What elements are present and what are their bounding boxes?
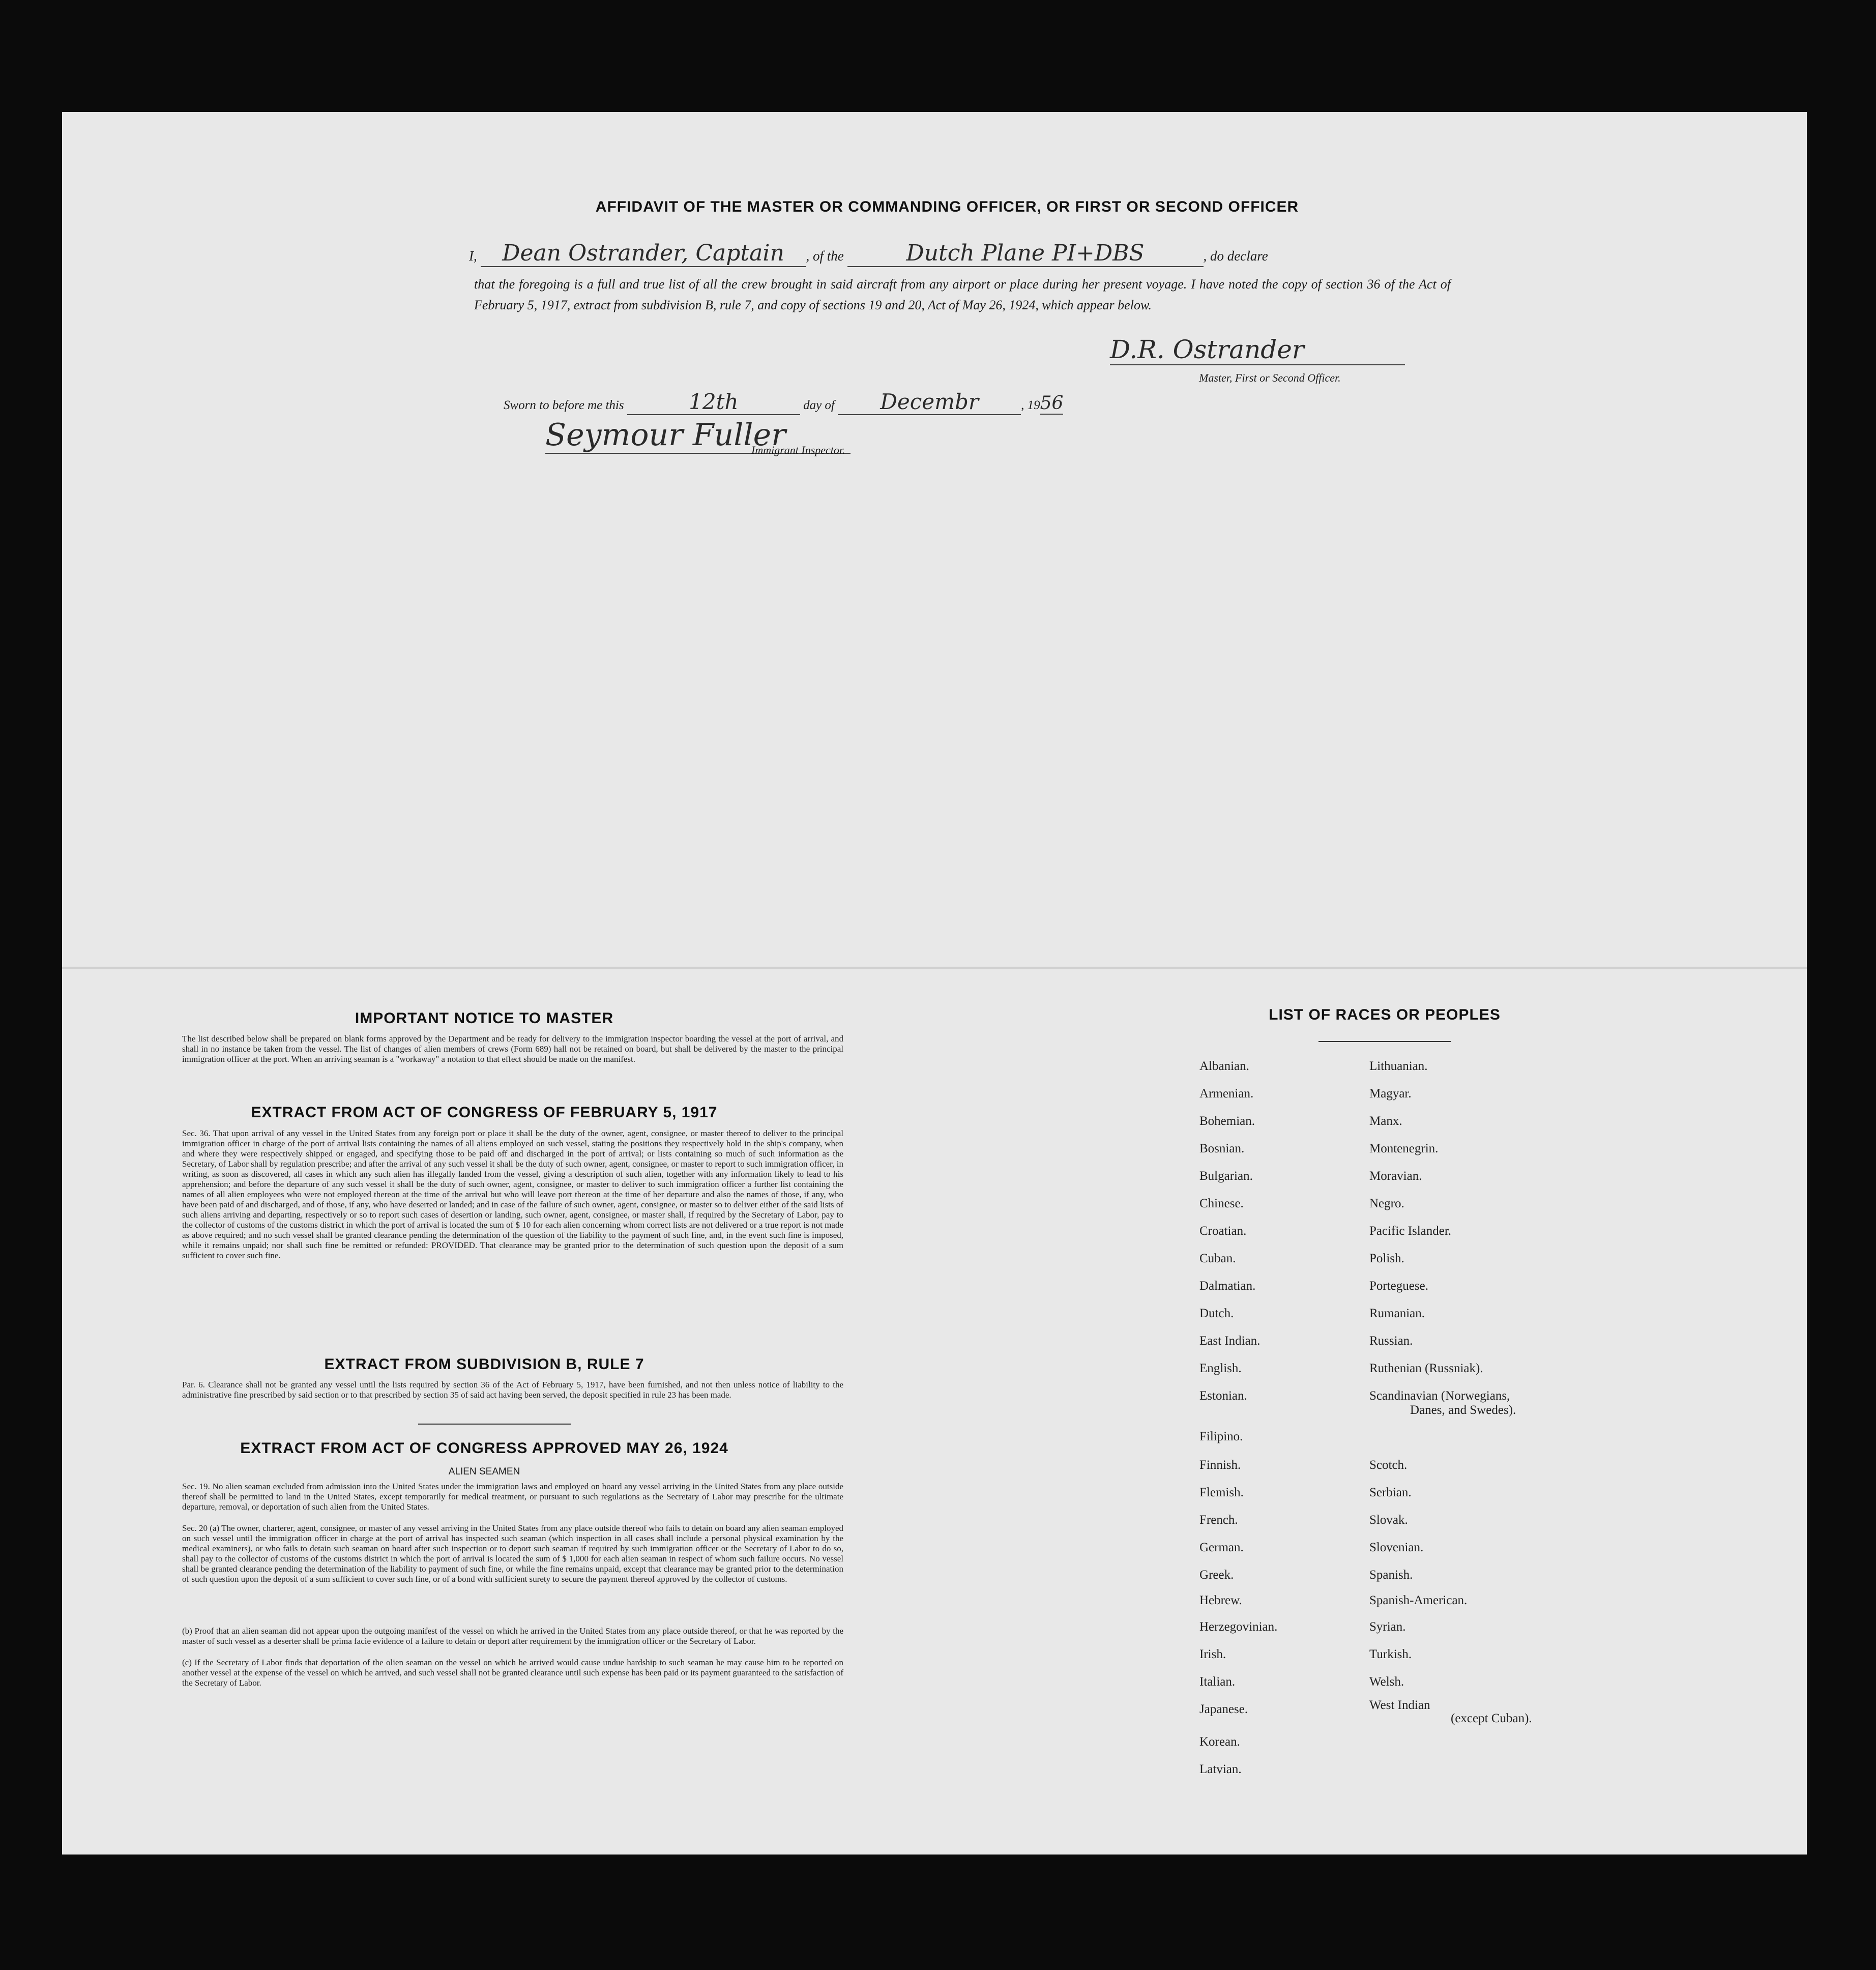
race-left-item-11: English.: [1199, 1361, 1242, 1375]
race-left-item-6: Croatian.: [1199, 1224, 1247, 1238]
race-left-item-5: Chinese.: [1199, 1197, 1244, 1210]
race-left-item-17: German.: [1199, 1541, 1244, 1554]
race-left-item-22: Italian.: [1199, 1675, 1236, 1689]
race-right-item-1: Magyar.: [1369, 1087, 1412, 1100]
race-right-item-7: Polish.: [1369, 1252, 1404, 1265]
races-title-underline: [1318, 1041, 1451, 1042]
race-right-item-9: Rumanian.: [1369, 1307, 1425, 1320]
races-title: LIST OF RACES OR PEOPLES: [1269, 1006, 1501, 1023]
race-left-item-7: Cuban.: [1199, 1252, 1236, 1265]
race-right-item-12: Scandinavian (Norwegians,: [1369, 1389, 1510, 1403]
race-right-item-19: Spanish-American.: [1369, 1594, 1468, 1607]
extract-1924-p1: Sec. 19. No alien seaman excluded from admission into the United States under the immigration laws and employed on board any vessel arriving in the United States from any place outside thereof shall be permitted to land in the United States, except temporarily for medical treatment, or pursuant to such regulations as the Secretary of Labor may prescribe for the ultimate departure, removal, or deportation of such alien from the United States.: [182, 1482, 843, 1512]
race-right-item-22: Welsh.: [1369, 1675, 1404, 1689]
race-right-item-16: Slovak.: [1369, 1513, 1408, 1527]
vessel-name-handwritten: Dutch Plane PI+DBS: [847, 240, 1204, 267]
race-left-item-19: Hebrew.: [1199, 1594, 1242, 1607]
master-signature: D.R. Ostrander: [1110, 335, 1405, 365]
sworn-prefix: Sworn to before me this: [504, 398, 624, 412]
race-right-item-18: Spanish.: [1369, 1568, 1413, 1582]
race-right-item-24: (except Cuban).: [1451, 1712, 1532, 1725]
affidavit-body: that the foregoing is a full and true list of all the crew brought in said aircraft from any airport or place during her present voyage. I have noted the copy of section 36 of the Act of February 5, 1917, extract from subdivision B, rule 7, and copy of sections 19 and 20, Act of May 26, 1924, which appear below.: [474, 277, 1451, 312]
race-right-item-17: Slovenian.: [1369, 1541, 1424, 1554]
race-left-item-23: Japanese.: [1199, 1702, 1248, 1716]
race-right-item-10: Russian.: [1369, 1334, 1413, 1348]
race-right-item-14: Scotch.: [1369, 1458, 1408, 1472]
race-left-item-9: Dutch.: [1199, 1307, 1234, 1320]
race-left-item-4: Bulgarian.: [1199, 1169, 1253, 1183]
inspector-label: Immigrant Inspector.: [751, 444, 845, 456]
fold-line: [62, 967, 1807, 969]
rule7-divider: [418, 1424, 571, 1425]
notice-title: IMPORTANT NOTICE TO MASTER: [355, 1010, 614, 1027]
race-right-item-15: Serbian.: [1369, 1486, 1412, 1499]
race-left-item-10: East Indian.: [1199, 1334, 1261, 1348]
race-left-item-14: Finnish.: [1199, 1458, 1241, 1472]
extract-1924-subtitle: ALIEN SEAMEN: [448, 1466, 520, 1477]
line1-prefix: I,: [469, 248, 477, 264]
race-left-item-2: Bohemian.: [1199, 1114, 1255, 1128]
race-left-item-0: Albanian.: [1199, 1059, 1249, 1073]
sworn-dayof: day of: [803, 398, 835, 412]
race-left-item-16: French.: [1199, 1513, 1238, 1527]
rule7-text: Par. 6. Clearance shall not be granted any vessel until the lists required by section 36 of the Act of February 5, 1917, have been furnished, and not then unless notice of liability to the administrative fine prescribed by said section or to that prescribed by section 35 of said act having been served, the deposit specified in rule 23 has been made.: [182, 1380, 843, 1400]
race-right-item-21: Turkish.: [1369, 1647, 1412, 1661]
sworn-line: [504, 389, 1063, 415]
notice-text: The list described below shall be prepared on blank forms approved by the Department and be ready for delivery to the immigration inspector boarding the vessel at the port of arrival, and shall in no instance be taken from the vessel. The list of changes of alien members of crews (Form 689) hall not be retained on board, but shall be delivered by the master to the principal immigration officer at the port. When an arriving seaman is a "workaway" a notation to that effect should be made on the manifest.: [182, 1034, 843, 1064]
race-right-item-20: Syrian.: [1369, 1620, 1406, 1634]
extract-1924-p4: (c) If the Secretary of Labor finds that deportation of the olien seaman on the vessel on which he arrived would cause undue hardship to such seaman he may cause him to be reported on another vessel at the expense of the vessel on which he arrived, and such vessel shall not be granted clearance until such expense has been paid or its payment guaranteed to the satisfaction of the Secretary of Labor.: [182, 1658, 843, 1688]
sworn-year: 56: [1040, 393, 1064, 414]
race-right-item-13: Danes, and Swedes).: [1410, 1403, 1516, 1417]
inspector-signature: Seymour Fuller: [545, 417, 851, 454]
race-left-item-21: Irish.: [1199, 1647, 1226, 1661]
extract-1924-p3: (b) Proof that an alien seaman did not appear upon the outgoing manifest of the vessel on which he arrived in the United States from any place outside thereof, or that he was reported by the master of such vessel as a deserter shall be prima facie evidence of a failure to detain or deport after requirement by the immigration officer or the Secretary of Labor.: [182, 1626, 843, 1646]
race-right-item-4: Moravian.: [1369, 1169, 1422, 1183]
document-sheet: [62, 112, 1807, 1855]
line1-suffix: , do declare: [1203, 248, 1268, 264]
race-left-item-18: Greek.: [1199, 1568, 1234, 1582]
race-right-item-11: Ruthenian (Russniak).: [1369, 1361, 1483, 1375]
sworn-month: Decembr: [838, 389, 1021, 415]
race-right-item-8: Porteguese.: [1369, 1279, 1428, 1293]
race-right-item-23: West Indian: [1369, 1698, 1430, 1712]
master-label: Master, First or Second Officer.: [1199, 371, 1341, 384]
captain-name-handwritten: Dean Ostrander, Captain: [481, 240, 806, 267]
race-left-item-20: Herzegovinian.: [1199, 1620, 1278, 1634]
race-left-item-25: Latvian.: [1199, 1762, 1242, 1776]
race-right-item-3: Montenegrin.: [1369, 1142, 1439, 1155]
race-right-item-5: Negro.: [1369, 1197, 1404, 1210]
race-right-item-6: Pacific Islander.: [1369, 1224, 1452, 1238]
race-left-item-3: Bosnian.: [1199, 1142, 1245, 1155]
race-left-item-15: Flemish.: [1199, 1486, 1244, 1499]
extract-1917-text: Sec. 36. That upon arrival of any vessel in the United States from any foreign port or place it shall be the duty of the owner, agent, consignee, or master thereof to deliver to the principal immigration officer in charge of the port of arrival lists containing the names of all aliens employed on such vessel, stating the positions they respectively hold in the ship's company, when and where they were respectively shipped or engaged, and specifying those to be paid off and discharged in the port of arrival; or lists containing so much of such information as the Secretary, of Labor shall by regulation prescribe; and after the arrival of any such vessel it shall be the duty of such owner, agent, consignee, or master to report to such immigration officer, in writing, as soon as discovered, all cases in which any such alien has illegally landed from the vessel, giving a description of such alien, together with any information likely to lead to his apprehension; and before the departure of any such vessel it shall be the duty of such owner, agent, consignee, or master to deliver to such immigration officer a further list containing the names of all alien employees who were not employed thereon at the time of the arrival but who will leave port thereon at the time of her departure and also the names of those, if any, who have been paid of and discharged, and of those, if any, who have deserted or landed; and in case of the failure of such owner, agent, consignee, or master so to deliver either of the said lists of such aliens arriving and departing, respectively or so to report such cases of desertion or landing, such owner, agent, consignee, or master shall, if required by the Secretary of Labor, pay to the collector of customs of the customs district in which the port of arrival is located the sum of $ 10 for each alien concerning whom correct lists are not delivered or a true report is not made as above required; and no such vessel shall be granted clearance pending the determination of the question of the liability to the payment of such fine, and, in the event such fine is imposed, while it remains unpaid; nor shall such fine be remitted or refunded: PROVIDED. That clearance may be granted prior to the determination of such question upon the deposit of a sum sufficient to cover such fine.: [182, 1128, 843, 1260]
race-left-item-13: Filipino.: [1199, 1430, 1243, 1443]
race-right-item-2: Manx.: [1369, 1114, 1402, 1128]
race-left-item-1: Armenian.: [1199, 1087, 1254, 1100]
extract-1924-p2: Sec. 20 (a) The owner, charterer, agent, consignee, or master of any vessel arriving in the United States from any place outside thereof who fails to detain on board any alien seaman employed on such vessel until the immigration officer in charge at the port of arrival has inspected such seaman (which inspection in all cases shall include a personal physical examination by the medical examiners), or who fails to detain such seaman on board after such inspection or to deport such seaman if required by such immigration officer or the Secretary of Labor to do so, shall pay to the collector of customs of the customs district in which the port of arrival is located the sum of $ 1,000 for each alien seaman in respect of whom such failure occurs. No vessel shall be granted clearance pending the determination of the liability to payment of such fine, or while the fine remains unpaid, except that clearance may be granted prior to the determination of such question upon the deposit of a sum sufficient to cover such fine, or of a bond with sufficient surety to secure the payment thereof approved by the collector of customs.: [182, 1523, 843, 1584]
race-left-item-24: Korean.: [1199, 1735, 1240, 1749]
affidavit-line1: [469, 240, 1268, 267]
race-left-item-8: Dalmatian.: [1199, 1279, 1256, 1293]
sworn-day: 12th: [627, 389, 800, 415]
line1-of: , of the: [806, 248, 844, 264]
extract-1924-title: EXTRACT FROM ACT OF CONGRESS APPROVED MAY 26, 1924: [240, 1440, 728, 1457]
sworn-year-prefix: , 19: [1021, 398, 1040, 412]
extract-1917-title: EXTRACT FROM ACT OF CONGRESS OF FEBRUARY 5, 1917: [251, 1104, 718, 1121]
race-left-item-12: Estonian.: [1199, 1389, 1247, 1403]
rule7-title: EXTRACT FROM SUBDIVISION B, RULE 7: [324, 1356, 644, 1373]
race-right-item-0: Lithuanian.: [1369, 1059, 1428, 1073]
affidavit-title: AFFIDAVIT OF THE MASTER OR COMMANDING OFFICER, OR FIRST OR SECOND OFFICER: [595, 198, 1299, 215]
